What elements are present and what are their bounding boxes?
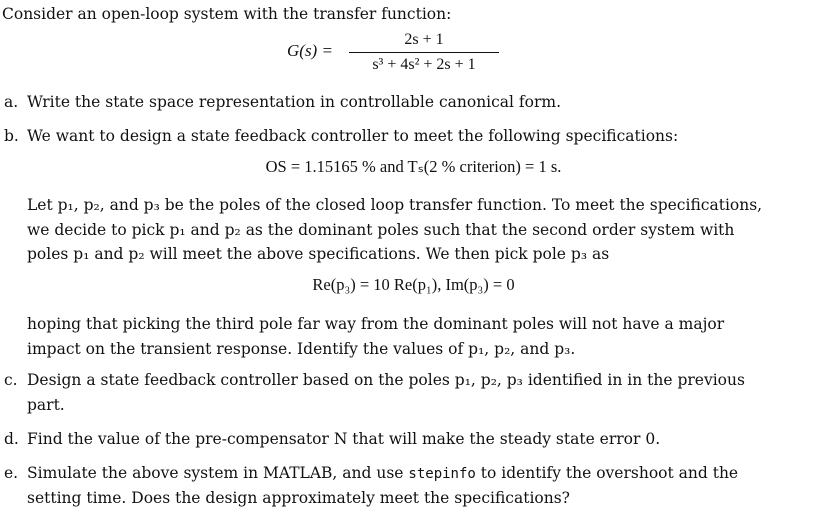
- item-e-letter: e.: [4, 464, 19, 482]
- item-e-line1-post: to identify the overshoot and the: [475, 464, 739, 482]
- transfer-function-fraction: [349, 30, 499, 75]
- item-b-para1-line2: we decide to pick p₁ and p₂ as the dominant poles such that the second order system with: [27, 221, 735, 239]
- intro-text: Consider an open-loop system with the transfer function:: [2, 5, 452, 23]
- item-a-letter: a.: [4, 93, 19, 111]
- item-c-letter: c.: [4, 371, 18, 389]
- item-b-letter: b.: [4, 127, 19, 145]
- transfer-function-numerator: 2s + 1: [404, 31, 444, 48]
- stepinfo-code: stepinfo: [408, 466, 476, 482]
- item-d-text: Find the value of the pre-compensator N that will make the steady state error 0.: [27, 430, 661, 448]
- item-b-para2-line1: hoping that picking the third pole far way from the dominant poles will not have a major: [27, 315, 725, 333]
- item-c-line1: Design a state feedback controller based on the poles p₁, p₂, p₃ identified in in the previous: [27, 371, 745, 389]
- spec-equation: OS = 1.15165 % and Tₛ(2 % criterion) = 1 s.: [265, 157, 562, 176]
- item-e-line2: setting time. Does the design approximately meet the specifications?: [27, 489, 570, 507]
- fraction-bar: [349, 52, 499, 53]
- item-e-line1-pre: Simulate the above system in MATLAB, and use: [27, 464, 409, 482]
- item-b-para1-line3: poles p₁ and p₂ will meet the above specifications. We then pick pole p₃ as: [27, 245, 610, 263]
- item-b-text: We want to design a state feedback controller to meet the following specifications:: [27, 127, 679, 145]
- item-b-para1-line1: Let p₁, p₂, and p₃ be the poles of the closed loop transfer function. To meet the specifications,: [27, 196, 763, 214]
- pole-equation: Re(p₃) = 10 Re(p₁), Im(p₃) = 0: [312, 275, 515, 294]
- transfer-function-denominator: s³ + 4s² + 2s + 1: [372, 56, 476, 73]
- item-a-text: Write the state space representation in controllable canonical form.: [27, 93, 562, 111]
- item-c-line2: part.: [27, 396, 65, 414]
- item-d-letter: d.: [4, 430, 19, 448]
- item-e-line1: [27, 464, 738, 482]
- transfer-function-lhs: G(s) =: [287, 41, 333, 60]
- item-b-para2-line2: impact on the transient response. Identify the values of p₁, p₂, and p₃.: [27, 340, 576, 358]
- transfer-function-equation: [287, 30, 517, 78]
